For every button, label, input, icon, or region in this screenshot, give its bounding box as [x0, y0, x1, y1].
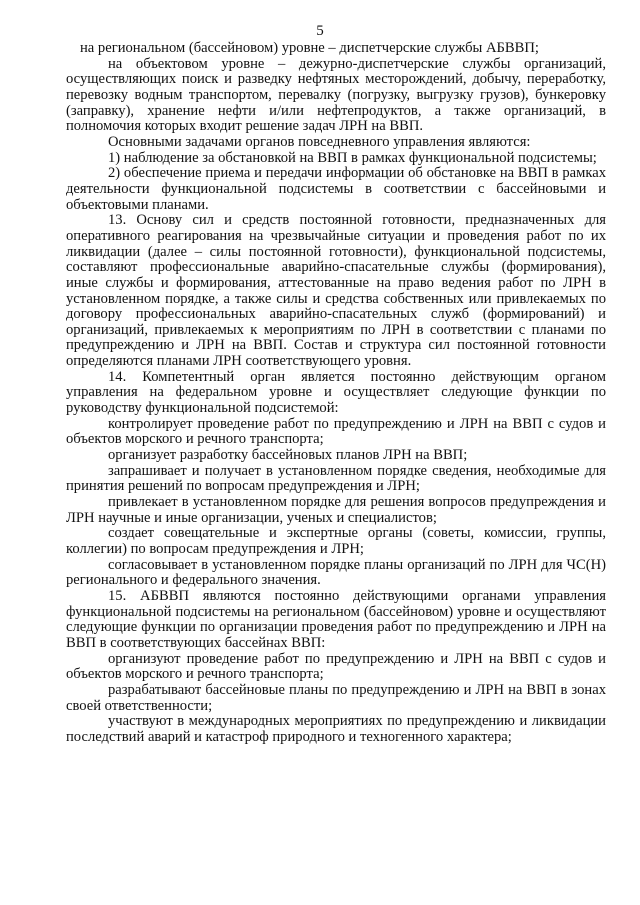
- paragraph-section-14: 14. Компетентный орган является постоянно действующим органом управления на федеральном уровне и осуществляет следующие функции по руководству функциональной подсистемой:: [66, 368, 606, 417]
- document-body: [66, 41, 606, 746]
- paragraph-task-2: 2) обеспечение приема и передачи информации об обстановке на ВВП в рамках деятельности функциональной подсистемы в соответствии с бассейновыми и объектовыми планами.: [66, 165, 606, 213]
- paragraph-14-approves: согласовывает в установленном порядке планы организаций по ЛРН для ЧС(Н) регионального и федерального значения.: [66, 556, 606, 589]
- paragraph-15-develop: разрабатывают бассейновые планы по предупреждению и ЛРН на ВВП в зонах своей ответственности;: [66, 681, 606, 714]
- paragraph-15-participate: участвуют в международных мероприятиях по предупреждению и ликвидации последствий аварий и катастроф природного и техногенного характера;: [66, 713, 606, 745]
- paragraph-15-organize: организуют проведение работ по предупреждению и ЛРН на ВВП с судов и объектов морского и речного транспорта;: [66, 650, 606, 683]
- paragraph-object-level: на объектовом уровне – дежурно-диспетчерские службы организаций, осуществляющих поиск и разведку нефтяных месторождений, добычу, переработку, перевозку водным транспортом, перевалку (погрузку, выгрузку грузов), бункеровку (заправку), хранение нефти и/или нефтепродуктов, а также организаций, в полномочия которых входит решение задач ЛРН на ВВП.: [66, 55, 606, 135]
- paragraph-14-engages: привлекает в установленном порядке для решения вопросов предупреждения и ЛРН научные и иные организации, ученых и специалистов;: [66, 494, 606, 526]
- paragraph-regional-level: на региональном (бассейновом) уровне – диспетчерские службы АБВВП;: [80, 40, 539, 56]
- paragraph-section-15: 15. АБВВП являются постоянно действующими органами управления функциональной подсистемы на региональном (бассейновом) уровне и осуществляют следующие функции по организации проведения работ по предупреждению и ЛРН на ВВП в соответствующих бассейнах ВВП:: [66, 587, 606, 651]
- paragraph-tasks-intro: Основными задачами органов повседневного управления являются:: [108, 133, 531, 150]
- page-number: 5: [316, 23, 324, 39]
- paragraph-14-requests: запрашивает и получает в установленном порядке сведения, необходимые для принятия решений по вопросам предупреждения и ЛРН;: [66, 462, 606, 495]
- paragraph-section-13: 13. Основу сил и средств постоянной готовности, предназначенных для оперативного реагирования на чрезвычайные ситуации и проведения работ по их ликвидации (далее – силы постоянной готовности), функциональной подсистемы, составляют профессиональные аварийно-спасательные службы (формирования), иные службы и формирования, аттестованные на право ведения работ по ЛРН в установленном порядке, а также силы и средства собственных или привлекаемых по договору профессиональных аварийно-спасательных служб (формирований) и организаций, привлекаемых к мероприятиям по ЛРН в соответствии с планами по предупреждению и ЛРН на ВВП. Состав и структура сил постоянной готовности определяются планами ЛРН соответствующего уровня.: [66, 212, 606, 370]
- paragraph-14-controls: контролирует проведение работ по предупреждению и ЛРН на ВВП с судов и объектов морского и речного транспорта;: [66, 415, 606, 448]
- paragraph-14-creates: создает совещательные и экспертные органы (советы, комиссии, группы, коллегии) по вопросам предупреждения и ЛРН;: [66, 525, 606, 557]
- paragraph-14-organizes: организует разработку бассейновых планов ЛРН на ВВП;: [108, 447, 468, 464]
- paragraph-task-1: 1) наблюдение за обстановкой на ВВП в рамках функциональной подсистемы;: [108, 149, 597, 166]
